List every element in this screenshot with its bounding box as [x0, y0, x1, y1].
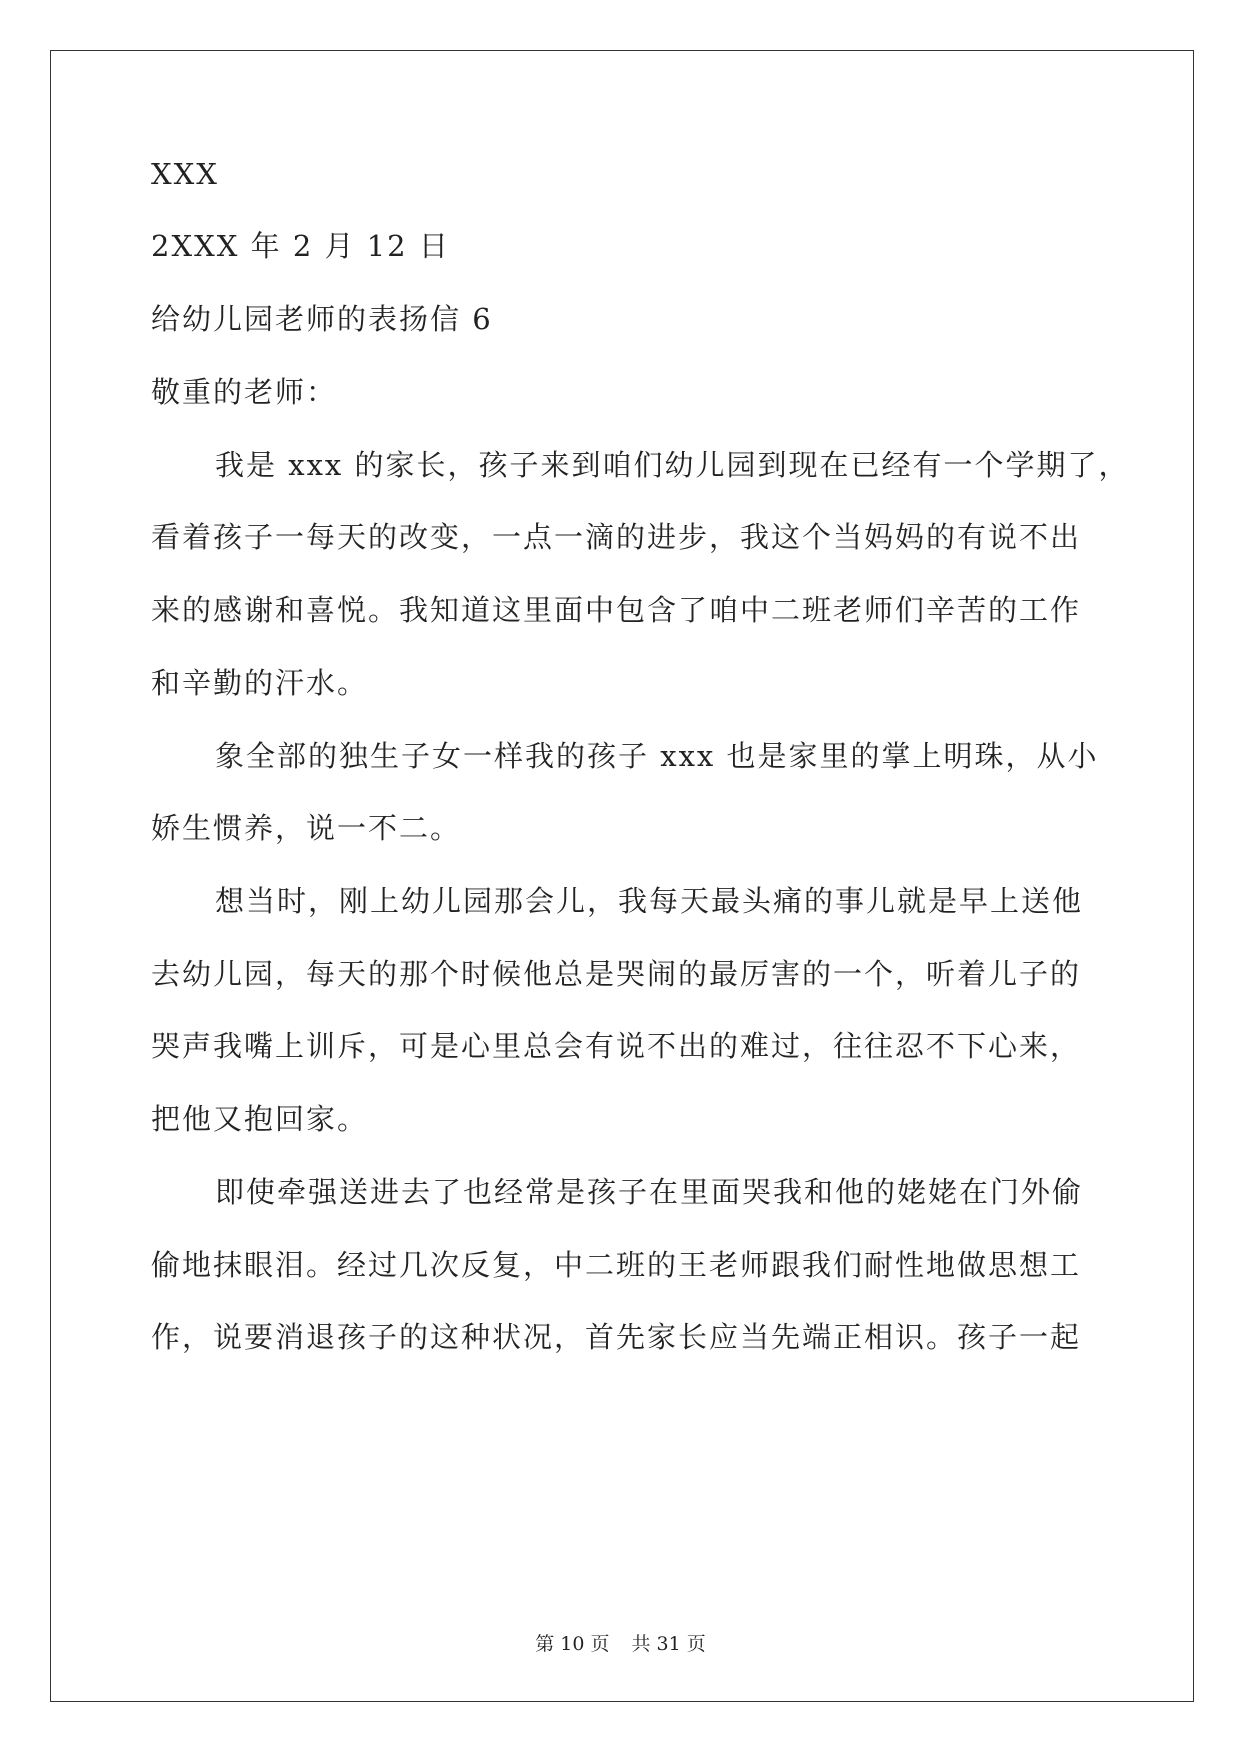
body-line-1: 我是 xxx 的家长，孩子来到咱们幼儿园到现在已经有一个学期了，	[215, 448, 1130, 482]
body-line-10: 把他又抱回家。	[151, 1102, 369, 1136]
page-border	[50, 50, 1194, 1702]
body-line-8: 去幼儿园，每天的那个时候他总是哭闹的最厉害的一个，听着儿子的	[151, 957, 1082, 991]
letter-title: 给幼儿园老师的表扬信 6	[151, 302, 493, 336]
body-line-5: 象全部的独生子女一样我的孩子 xxx 也是家里的掌上明珠，从小	[215, 739, 1099, 773]
letter-date: 2XXX 年 2 月 12 日	[151, 229, 450, 263]
salutation: 敬重的老师：	[151, 375, 338, 409]
body-line-9: 哭声我嘴上训斥，可是心里总会有说不出的难过，往往忍不下心来，	[151, 1029, 1082, 1063]
body-line-7: 想当时，刚上幼儿园那会儿，我每天最头痛的事儿就是早上送他	[215, 884, 1084, 918]
body-line-4: 和辛勤的汗水。	[151, 666, 369, 700]
body-line-6: 娇生惯养，说一不二。	[151, 811, 462, 845]
signature-name: XXX	[151, 157, 219, 191]
body-line-13: 作，说要消退孩子的这种状况，首先家长应当先端正相识。孩子一起	[151, 1320, 1082, 1354]
page-footer	[0, 1632, 1241, 1656]
body-line-2: 看着孩子一每天的改变，一点一滴的进步，我这个当妈妈的有说不出	[151, 520, 1082, 554]
page-number: 第 10 页	[535, 1633, 610, 1655]
body-line-3: 来的感谢和喜悦。我知道这里面中包含了咱中二班老师们辛苦的工作	[151, 593, 1082, 627]
body-line-12: 偷地抹眼泪。经过几次反复，中二班的王老师跟我们耐性地做思想工	[151, 1248, 1082, 1282]
body-line-11: 即使牵强送进去了也经常是孩子在里面哭我和他的姥姥在门外偷	[215, 1175, 1084, 1209]
page-total: 共 31 页	[631, 1633, 706, 1655]
